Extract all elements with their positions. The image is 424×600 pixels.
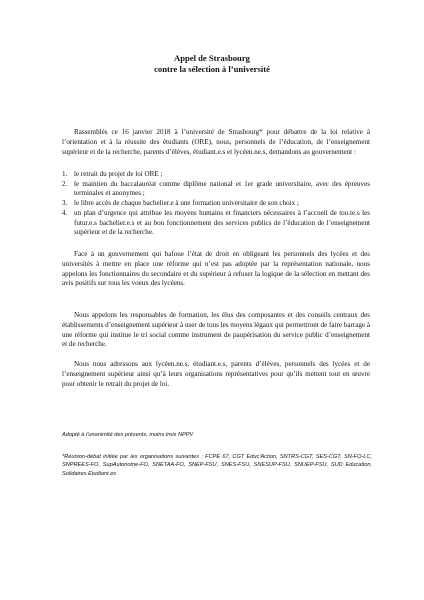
intro-paragraph: Rassemblés ce 16 janvier 2018 à l’université de Strasbourg* pour débattre de la loi relative à l’orientation et à la réussite des étudiants (ORE), nous, personnels de l’éducation, de l’enseignement supérieur et de la recherche, parents d’élèves, étudiant.e.s et lycéen.ne.s, demandons au gouvernement : bbox=[62, 128, 370, 156]
list-item-text: le retrait du projet de loi ORE ; bbox=[74, 170, 163, 178]
body-paragraph-2: Nous appelons les responsables de formation, les élus des composantes et des conseils centraux des établissements d’enseignement supérieur à user de tous les moyens légaux qui permettront de faire barrage à une réforme qui institue le tri social comme instrument de paupérisation du service public d’enseignement et de recherche. bbox=[62, 311, 370, 349]
body-paragraph-1: Face à un gouvernement qui bafoue l’état de droit en obligeant les personnels des lycées et des universités à mettre en place une réforme qui n’est pas adoptée par la représentation nationale, nous appelons les fonctionnaires du secondaire et du supérieur à refuser la logique de la sélection en mettant des avis positifs sur tous les voeux des lycéens. bbox=[62, 250, 370, 288]
organizers-footnote: *Réunion-débat initiée par les organisations suivantes : FCPE 67, CGT Educ’Action, SNTRS-CGT, SES-CGT, SN-FO-LC, SNPREES-FO, SupAutonome-FO, SNETAA-FO, SNEP-FSU, SNES-FSU, SNESUP-FSU, SNUEP-FSU, SUD Education, Solidaires Etudiant.es bbox=[62, 454, 372, 477]
demands-list bbox=[62, 170, 370, 238]
list-item-number: 3. bbox=[62, 199, 68, 208]
list-item bbox=[62, 180, 370, 199]
list-item-number: 1. bbox=[62, 170, 68, 178]
adoption-note: Adopté à l’unanimité des présents, moins trois NPPV bbox=[62, 432, 194, 438]
document-title bbox=[0, 53, 424, 75]
list-item-number: 4. bbox=[62, 208, 68, 217]
list-item-text: le maintien du baccalauréat comme diplôme national et 1er grade universitaire, avec des épreuves terminales et anonymes ; bbox=[74, 179, 370, 198]
title-line-1: Appel de Strasbourg bbox=[174, 53, 250, 63]
list-item-text: un plan d’urgence qui attribue les moyens humains et financiers nécessaires à l’accueil de tou.te.s les futur.e.s bachelier.e.s et au bon fonctionnement des services publics de l’éducation de l’enseignement supérieur et de la recherche. bbox=[74, 208, 370, 237]
list-item bbox=[62, 170, 370, 180]
list-item-text: le libre accès de chaque bachelier.e à une formation universitaire de son choix ; bbox=[74, 199, 299, 208]
body-paragraph-3: Nous nous adressons aux lycéen.ne.s, étudiant.e.s, parents d’élèves, personnels des lycées et de l’enseignement supérieur ainsi qu’à leurs organisations représentatives pour qu’ils mettent tout en œuvre pour obtenir le retrait du projet de loi. bbox=[62, 360, 370, 388]
list-item bbox=[62, 199, 370, 209]
title-line-2: contre la sélection à l’université bbox=[154, 64, 270, 74]
list-item bbox=[62, 209, 370, 238]
list-item-number: 2. bbox=[62, 179, 68, 188]
